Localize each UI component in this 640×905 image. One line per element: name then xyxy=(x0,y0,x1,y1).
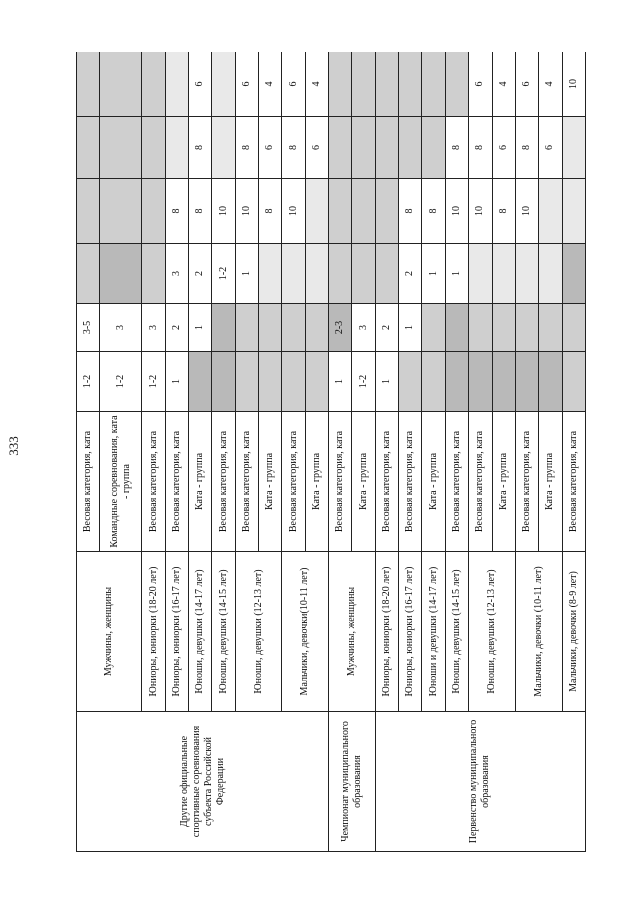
value-cell: 4 xyxy=(305,52,328,117)
value-cell: 10 xyxy=(282,179,305,244)
value-cell: 1 xyxy=(189,304,212,352)
value-cell: 8 xyxy=(189,179,212,244)
discipline-cell: Весовая категория, ката xyxy=(142,412,165,552)
discipline-cell: Ката - группа xyxy=(492,412,515,552)
value-cell xyxy=(352,244,375,304)
value-cell: 1-2 xyxy=(100,352,142,412)
value-cell: 8 xyxy=(165,179,188,244)
value-cell: 3 xyxy=(352,304,375,352)
value-cell xyxy=(399,52,422,117)
value-cell xyxy=(305,244,328,304)
value-cell xyxy=(469,244,492,304)
table-row xyxy=(375,52,398,852)
value-cell: 1-2 xyxy=(212,244,235,304)
value-cell xyxy=(77,244,100,304)
value-cell xyxy=(282,352,305,412)
page-number: 333 xyxy=(6,436,21,456)
value-cell xyxy=(142,179,165,244)
value-cell xyxy=(515,244,538,304)
value-cell xyxy=(562,179,585,244)
value-cell xyxy=(539,179,562,244)
value-cell xyxy=(235,304,258,352)
value-cell xyxy=(422,52,445,117)
value-cell xyxy=(259,244,282,304)
value-cell: 3 xyxy=(100,304,142,352)
value-cell: 6 xyxy=(305,117,328,179)
value-cell xyxy=(375,244,398,304)
discipline-cell: Весовая категория, ката xyxy=(515,412,538,552)
value-cell: 3-5 xyxy=(77,304,100,352)
competition-group-cell: Другие официальные спортивные соревнования субъекта Российской Федерации xyxy=(77,712,329,852)
category-cell: Юниоры, юниорки (16-17 лет) xyxy=(399,552,422,712)
value-cell xyxy=(329,244,352,304)
value-cell xyxy=(539,244,562,304)
category-cell: Юноши, девушки (14-17 лет) xyxy=(189,552,212,712)
value-cell: 8 xyxy=(189,117,212,179)
value-cell xyxy=(352,179,375,244)
value-cell xyxy=(375,52,398,117)
value-cell xyxy=(562,117,585,179)
value-cell xyxy=(515,352,538,412)
value-cell xyxy=(562,304,585,352)
value-cell xyxy=(422,304,445,352)
value-cell xyxy=(282,244,305,304)
category-cell: Юниоры, юниорки (16-17 лет) xyxy=(165,552,188,712)
category-cell: Юноши, девушки (12-13 лет) xyxy=(469,552,516,712)
value-cell: 8 xyxy=(492,179,515,244)
discipline-cell: Весовая категория, ката xyxy=(212,412,235,552)
value-cell xyxy=(399,352,422,412)
value-cell xyxy=(305,352,328,412)
value-cell xyxy=(100,52,142,117)
category-cell: Мужчины, женщины xyxy=(77,552,142,712)
value-cell xyxy=(77,52,100,117)
value-cell xyxy=(165,117,188,179)
value-cell: 4 xyxy=(259,52,282,117)
table-row xyxy=(329,52,352,852)
discipline-cell: Ката - группа xyxy=(189,412,212,552)
discipline-cell: Ката - группа xyxy=(539,412,562,552)
value-cell: 2 xyxy=(375,304,398,352)
discipline-cell: Весовая категория, ката xyxy=(399,412,422,552)
value-cell xyxy=(562,244,585,304)
value-cell xyxy=(142,117,165,179)
value-cell xyxy=(305,179,328,244)
value-cell xyxy=(539,304,562,352)
discipline-cell: Весовая категория, ката xyxy=(469,412,492,552)
value-cell: 6 xyxy=(282,52,305,117)
discipline-cell: Ката - группа xyxy=(259,412,282,552)
value-cell xyxy=(212,352,235,412)
discipline-cell: Весовая категория, ката xyxy=(375,412,398,552)
value-cell xyxy=(77,179,100,244)
value-cell: 8 xyxy=(259,179,282,244)
value-cell: 6 xyxy=(515,52,538,117)
value-cell: 8 xyxy=(399,179,422,244)
value-cell: 8 xyxy=(282,117,305,179)
value-cell xyxy=(539,352,562,412)
value-cell xyxy=(469,304,492,352)
rank-requirements-table xyxy=(76,52,586,852)
value-cell: 3 xyxy=(142,304,165,352)
category-cell: Мужчины, женщины xyxy=(329,552,376,712)
value-cell: 1 xyxy=(375,352,398,412)
value-cell: 1 xyxy=(235,244,258,304)
value-cell: 6 xyxy=(259,117,282,179)
value-cell: 2 xyxy=(165,304,188,352)
competition-group-cell: Чемпионат муниципального образования xyxy=(329,712,376,852)
category-cell: Юноши и девушки (14-17 лет) xyxy=(422,552,445,712)
value-cell xyxy=(212,52,235,117)
value-cell xyxy=(422,352,445,412)
rotated-table-frame xyxy=(76,52,586,852)
discipline-cell: Весовая категория, ката xyxy=(329,412,352,552)
value-cell: 2 xyxy=(399,244,422,304)
value-cell xyxy=(492,244,515,304)
category-cell: Мальчики, девочки (8-9 лет) xyxy=(562,552,585,712)
value-cell: 1-2 xyxy=(142,352,165,412)
discipline-cell: Весовая категория, ката xyxy=(165,412,188,552)
value-cell xyxy=(77,117,100,179)
value-cell xyxy=(142,52,165,117)
value-cell: 10 xyxy=(469,179,492,244)
value-cell: 1 xyxy=(165,352,188,412)
value-cell: 6 xyxy=(539,117,562,179)
value-cell: 6 xyxy=(235,52,258,117)
category-cell: Мальчики, девочки (10-11 лет) xyxy=(515,552,562,712)
value-cell xyxy=(329,52,352,117)
value-cell xyxy=(492,352,515,412)
value-cell xyxy=(352,52,375,117)
value-cell xyxy=(212,304,235,352)
value-cell xyxy=(100,244,142,304)
value-cell: 1 xyxy=(329,352,352,412)
category-cell: Юноши, девушки (12-13 лет) xyxy=(235,552,282,712)
value-cell xyxy=(445,304,468,352)
value-cell xyxy=(259,352,282,412)
value-cell: 8 xyxy=(445,117,468,179)
rotated-table-content xyxy=(76,52,586,852)
value-cell: 10 xyxy=(445,179,468,244)
category-cell: Юноши, девушки (14-15 лет) xyxy=(212,552,235,712)
value-cell: 10 xyxy=(212,179,235,244)
value-cell xyxy=(375,179,398,244)
value-cell: 8 xyxy=(422,179,445,244)
value-cell: 8 xyxy=(515,117,538,179)
discipline-cell: Весовая категория, ката xyxy=(235,412,258,552)
discipline-cell: Командные соревнования, ката - группа xyxy=(100,412,142,552)
value-cell xyxy=(445,52,468,117)
value-cell xyxy=(445,352,468,412)
value-cell xyxy=(305,304,328,352)
value-cell xyxy=(282,304,305,352)
value-cell xyxy=(189,352,212,412)
value-cell: 2-3 xyxy=(329,304,352,352)
table-row xyxy=(77,52,100,852)
value-cell xyxy=(212,117,235,179)
value-cell: 10 xyxy=(562,52,585,117)
value-cell xyxy=(399,117,422,179)
discipline-cell: Весовая категория, ката xyxy=(282,412,305,552)
value-cell: 8 xyxy=(235,117,258,179)
value-cell xyxy=(259,304,282,352)
value-cell: 6 xyxy=(469,52,492,117)
value-cell xyxy=(515,304,538,352)
value-cell: 4 xyxy=(539,52,562,117)
value-cell: 1 xyxy=(422,244,445,304)
discipline-cell: Ката - группа xyxy=(352,412,375,552)
category-cell: Мальчики, девочки(10-11 лет) xyxy=(282,552,329,712)
value-cell xyxy=(100,117,142,179)
value-cell: 1 xyxy=(399,304,422,352)
value-cell: 2 xyxy=(189,244,212,304)
value-cell: 1-2 xyxy=(77,352,100,412)
value-cell xyxy=(492,304,515,352)
value-cell: 10 xyxy=(515,179,538,244)
value-cell xyxy=(562,352,585,412)
value-cell xyxy=(352,117,375,179)
value-cell: 3 xyxy=(165,244,188,304)
value-cell xyxy=(235,352,258,412)
competition-group-cell: Первенство муниципального образования xyxy=(375,712,585,852)
value-cell xyxy=(142,244,165,304)
category-cell: Юниоры, юниорки (18-20 лет) xyxy=(375,552,398,712)
value-cell: 1 xyxy=(445,244,468,304)
value-cell: 4 xyxy=(492,52,515,117)
value-cell xyxy=(422,117,445,179)
value-cell: 6 xyxy=(492,117,515,179)
value-cell xyxy=(329,179,352,244)
value-cell xyxy=(375,117,398,179)
value-cell: 1-2 xyxy=(352,352,375,412)
category-cell: Юниоры, юниорки (18-20 лет) xyxy=(142,552,165,712)
category-cell: Юноши, девушки (14-15 лет) xyxy=(445,552,468,712)
discipline-cell: Весовая категория, ката xyxy=(77,412,100,552)
discipline-cell: Весовая категория, ката xyxy=(445,412,468,552)
value-cell: 8 xyxy=(469,117,492,179)
discipline-cell: Ката - группа xyxy=(305,412,328,552)
value-cell xyxy=(329,117,352,179)
value-cell xyxy=(100,179,142,244)
discipline-cell: Ката - группа xyxy=(422,412,445,552)
value-cell xyxy=(165,52,188,117)
discipline-cell: Весовая категория, ката xyxy=(562,412,585,552)
value-cell: 6 xyxy=(189,52,212,117)
value-cell: 10 xyxy=(235,179,258,244)
value-cell xyxy=(469,352,492,412)
